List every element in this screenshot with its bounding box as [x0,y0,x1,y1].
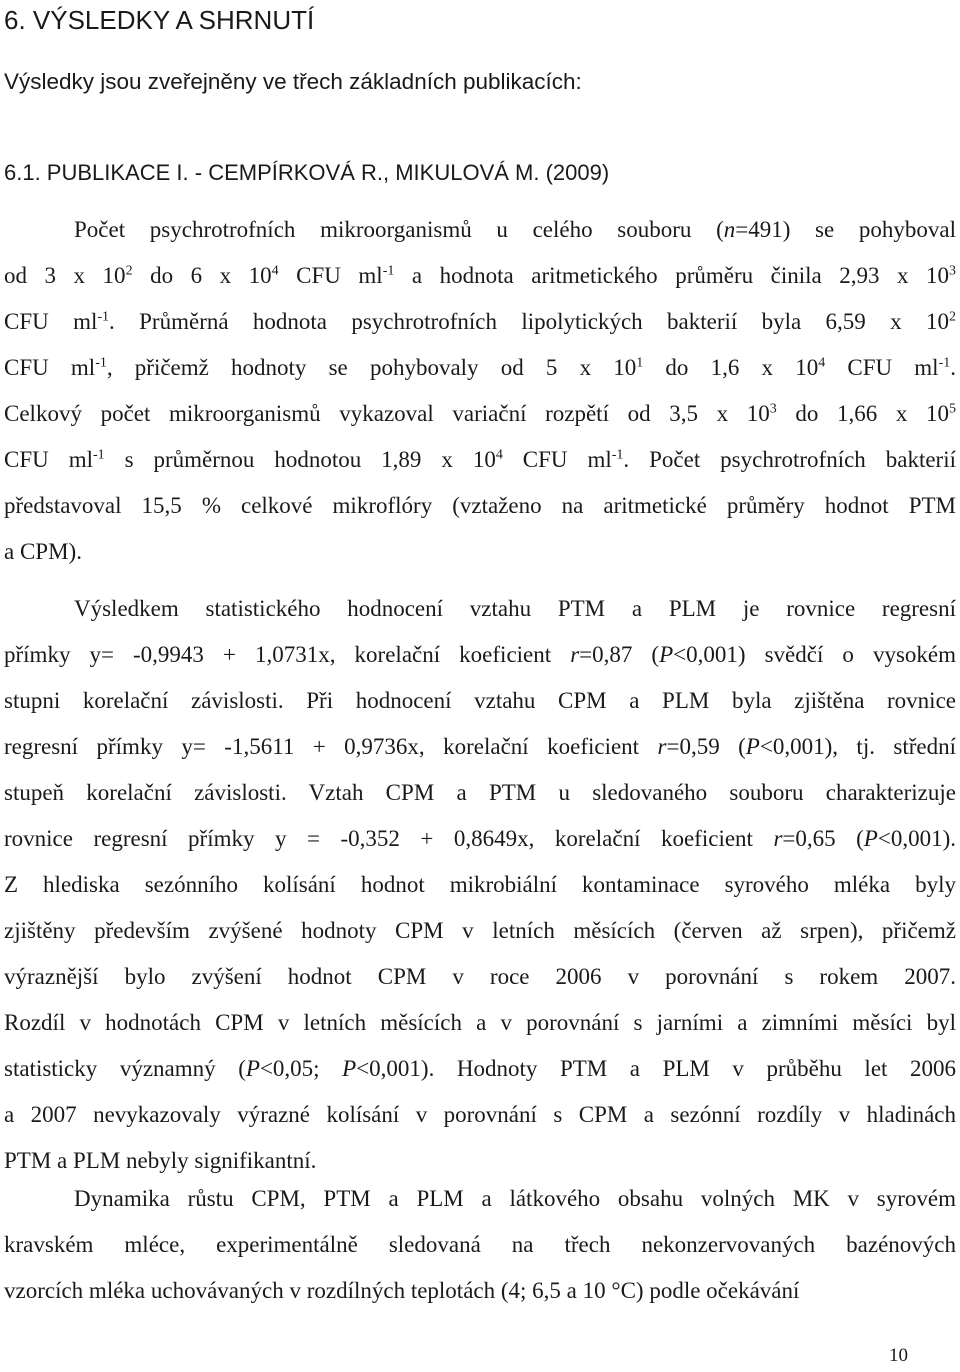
text-line: statisticky významný (P<0,05; P<0,001). Hodnoty PTM a PLM v průběhu let 2006 [4,1056,956,1081]
paragraph-regression [4,586,956,1184]
section-heading: 6. VÝSLEDKY A SHRNUTÍ [4,5,315,35]
page-number: 10 [889,1345,908,1366]
text-line: stupeň korelační závislosti. Vztah CPM a PTM u sledovaného souboru charakterizuje [4,780,956,805]
text-line: výraznější bylo zvýšení hodnot CPM v roce 2006 v porovnání s rokem 2007. [4,964,956,989]
subsection-heading: 6.1. PUBLIKACE I. - CEMPÍRKOVÁ R., MIKULOVÁ M. (2009) [4,160,610,185]
text-line: Celkový počet mikroorganismů vykazoval variační rozpětí od 3,5 x $10^3$ do 1,66 x $10^5$ [4,401,957,426]
text-line: Rozdíl v hodnotách CPM v letních měsících a v porovnání s jarními a zimními měsíci byl [4,1010,956,1035]
text-line: Počet psychrotrofních mikroorganismů u celého souboru (n=491) se pohyboval [74,217,956,242]
text-line: a CPM). [4,539,82,564]
text-line: vzorcích mléka uchovávaných v rozdílných teplotách (4; 6,5 a 10 °C) podle očekávání [4,1278,800,1303]
text-line: CFU $ml^{-1}$. Průměrná hodnota psychrotrofních lipolytických bakterií byla 6,59 x $10^2$ [4,309,956,334]
text-line: rovnice regresní přímky y = -0,352 + 0,8649x, korelační koeficient r=0,65 (P<0,001). [4,826,956,851]
text-line: a 2007 nevykazovaly výrazné kolísání v porovnání s CPM a sezónní rozdíly v hladinách [4,1102,956,1127]
text-line: přímky y= -0,9943 + 1,0731x, korelační koeficient r=0,87 (P<0,001) svědčí o vysokém [4,642,957,667]
text-line: od 3 x $10^2$ do 6 x $10^4$ CFU $ml^{-1}$ a hodnota aritmetického průměru činila 2,93 x $10^3$ [4,263,957,288]
text-line: Dynamika růstu CPM, PTM a PLM a látkového obsahu volných MK v syrovém [74,1186,956,1211]
paragraph-psychrotrophs [4,207,956,575]
text-line: zjištěny především zvýšené hodnoty CPM v letních měsících (červen až srpen), přičemž [4,918,956,943]
text-line: PTM a PLM nebyly signifikantní. [4,1148,317,1173]
text-line: kravském mléce, experimentálně sledovaná na třech nekonzervovaných bazénových [4,1232,956,1257]
text-line: Výsledkem statistického hodnocení vztahu PTM a PLM je rovnice regresní [74,596,956,621]
text-line: představoval 15,5 % celkové mikroflóry (vztaženo na aritmetické průměry hodnot PTM [4,493,956,518]
intro-text: Výsledky jsou zveřejněny ve třech základních publikacích: [4,69,582,94]
text-line: Z hlediska sezónního kolísání hodnot mikrobiální kontaminace syrového mléka byly [4,872,956,897]
paragraph-dynamics [4,1176,956,1314]
text-line: CFU $ml^{-1}$ s průměrnou hodnotou 1,89 x $10^4$ CFU $ml^{-1}$. Počet psychrotrofních bakterií [4,447,956,472]
text-line: CFU $ml^{-1}$, přičemž hodnoty se pohybovaly od 5 x $10^1$ do 1,6 x $10^4$ CFU $ml^{-1}$. [4,355,956,380]
text-line: regresní přímky y= -1,5611 + 0,9736x, korelační koeficient r=0,59 (P<0,001), tj. střední [4,734,956,759]
text-line: stupni korelační závislosti. Při hodnocení vztahu CPM a PLM byla zjištěna rovnice [4,688,956,713]
